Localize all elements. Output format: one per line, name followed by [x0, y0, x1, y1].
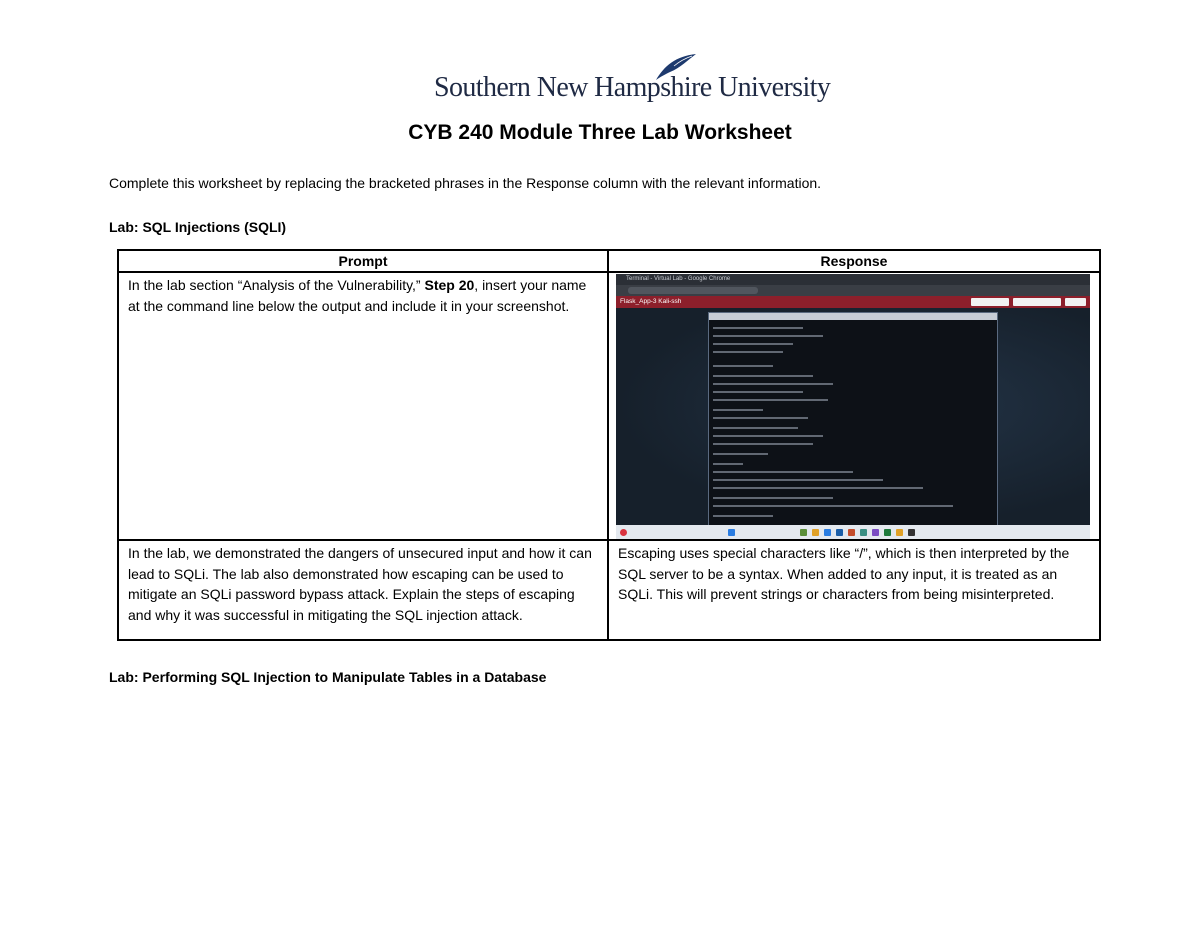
response-text: Escaping uses special characters like “/”, which is then interpreted by the SQL server to be a syntax. When added to any input, it is treated as an SQLi. This will prevent strings or characters from being misinterpreted. [618, 545, 1070, 602]
response-cell [608, 272, 1100, 540]
section-heading-sqli: Lab: SQL Injections (SQLI) [109, 219, 287, 235]
table-header-row [118, 250, 1100, 272]
response-cell [608, 540, 1100, 640]
windows-taskbar [616, 525, 1090, 539]
university-logo [434, 52, 831, 104]
prompt-text: In the lab, we demonstrated the dangers of unsecured input and how it can lead to SQLi. The lab also demonstrated how escaping can be used to mitigate an SQLi password bypass attack. Explain the steps of escaping and why it was successful in mitigating the SQL injection attack. [128, 545, 592, 623]
browser-address-bar [616, 285, 1090, 296]
worksheet-table [117, 249, 1101, 641]
column-header-response: Response [608, 250, 1100, 272]
intro-text: Complete this worksheet by replacing the bracketed phrases in the Response column with the relevant information. [109, 175, 822, 191]
prompt-cell [118, 540, 608, 640]
session-bar: Flask_App-3 Kali-ssh [616, 296, 1090, 308]
section-heading-manipulate-tables: Lab: Performing SQL Injection to Manipulate Tables in a Database [109, 669, 547, 685]
prompt-text-cont: , insert your name at the command line below the output and include it in your screenshot. [128, 277, 587, 314]
session-button [1065, 298, 1086, 306]
terminal-window [708, 312, 998, 527]
column-header-prompt: Prompt [118, 250, 608, 272]
logo-wordmark: Southern New Hampshire University [434, 72, 831, 103]
page-title: CYB 240 Module Three Lab Worksheet [408, 121, 792, 144]
lab-screenshot [616, 274, 1090, 539]
table-row [118, 540, 1100, 640]
prompt-step: Step 20 [424, 277, 475, 293]
table-row [118, 272, 1100, 540]
session-button [1013, 298, 1061, 306]
session-button [971, 298, 1009, 306]
browser-titlebar: Terminal - Virtual Lab - Google Chrome [616, 274, 1090, 285]
prompt-text: In the lab section “Analysis of the Vulnerability,” [128, 277, 425, 293]
prompt-cell [118, 272, 608, 540]
